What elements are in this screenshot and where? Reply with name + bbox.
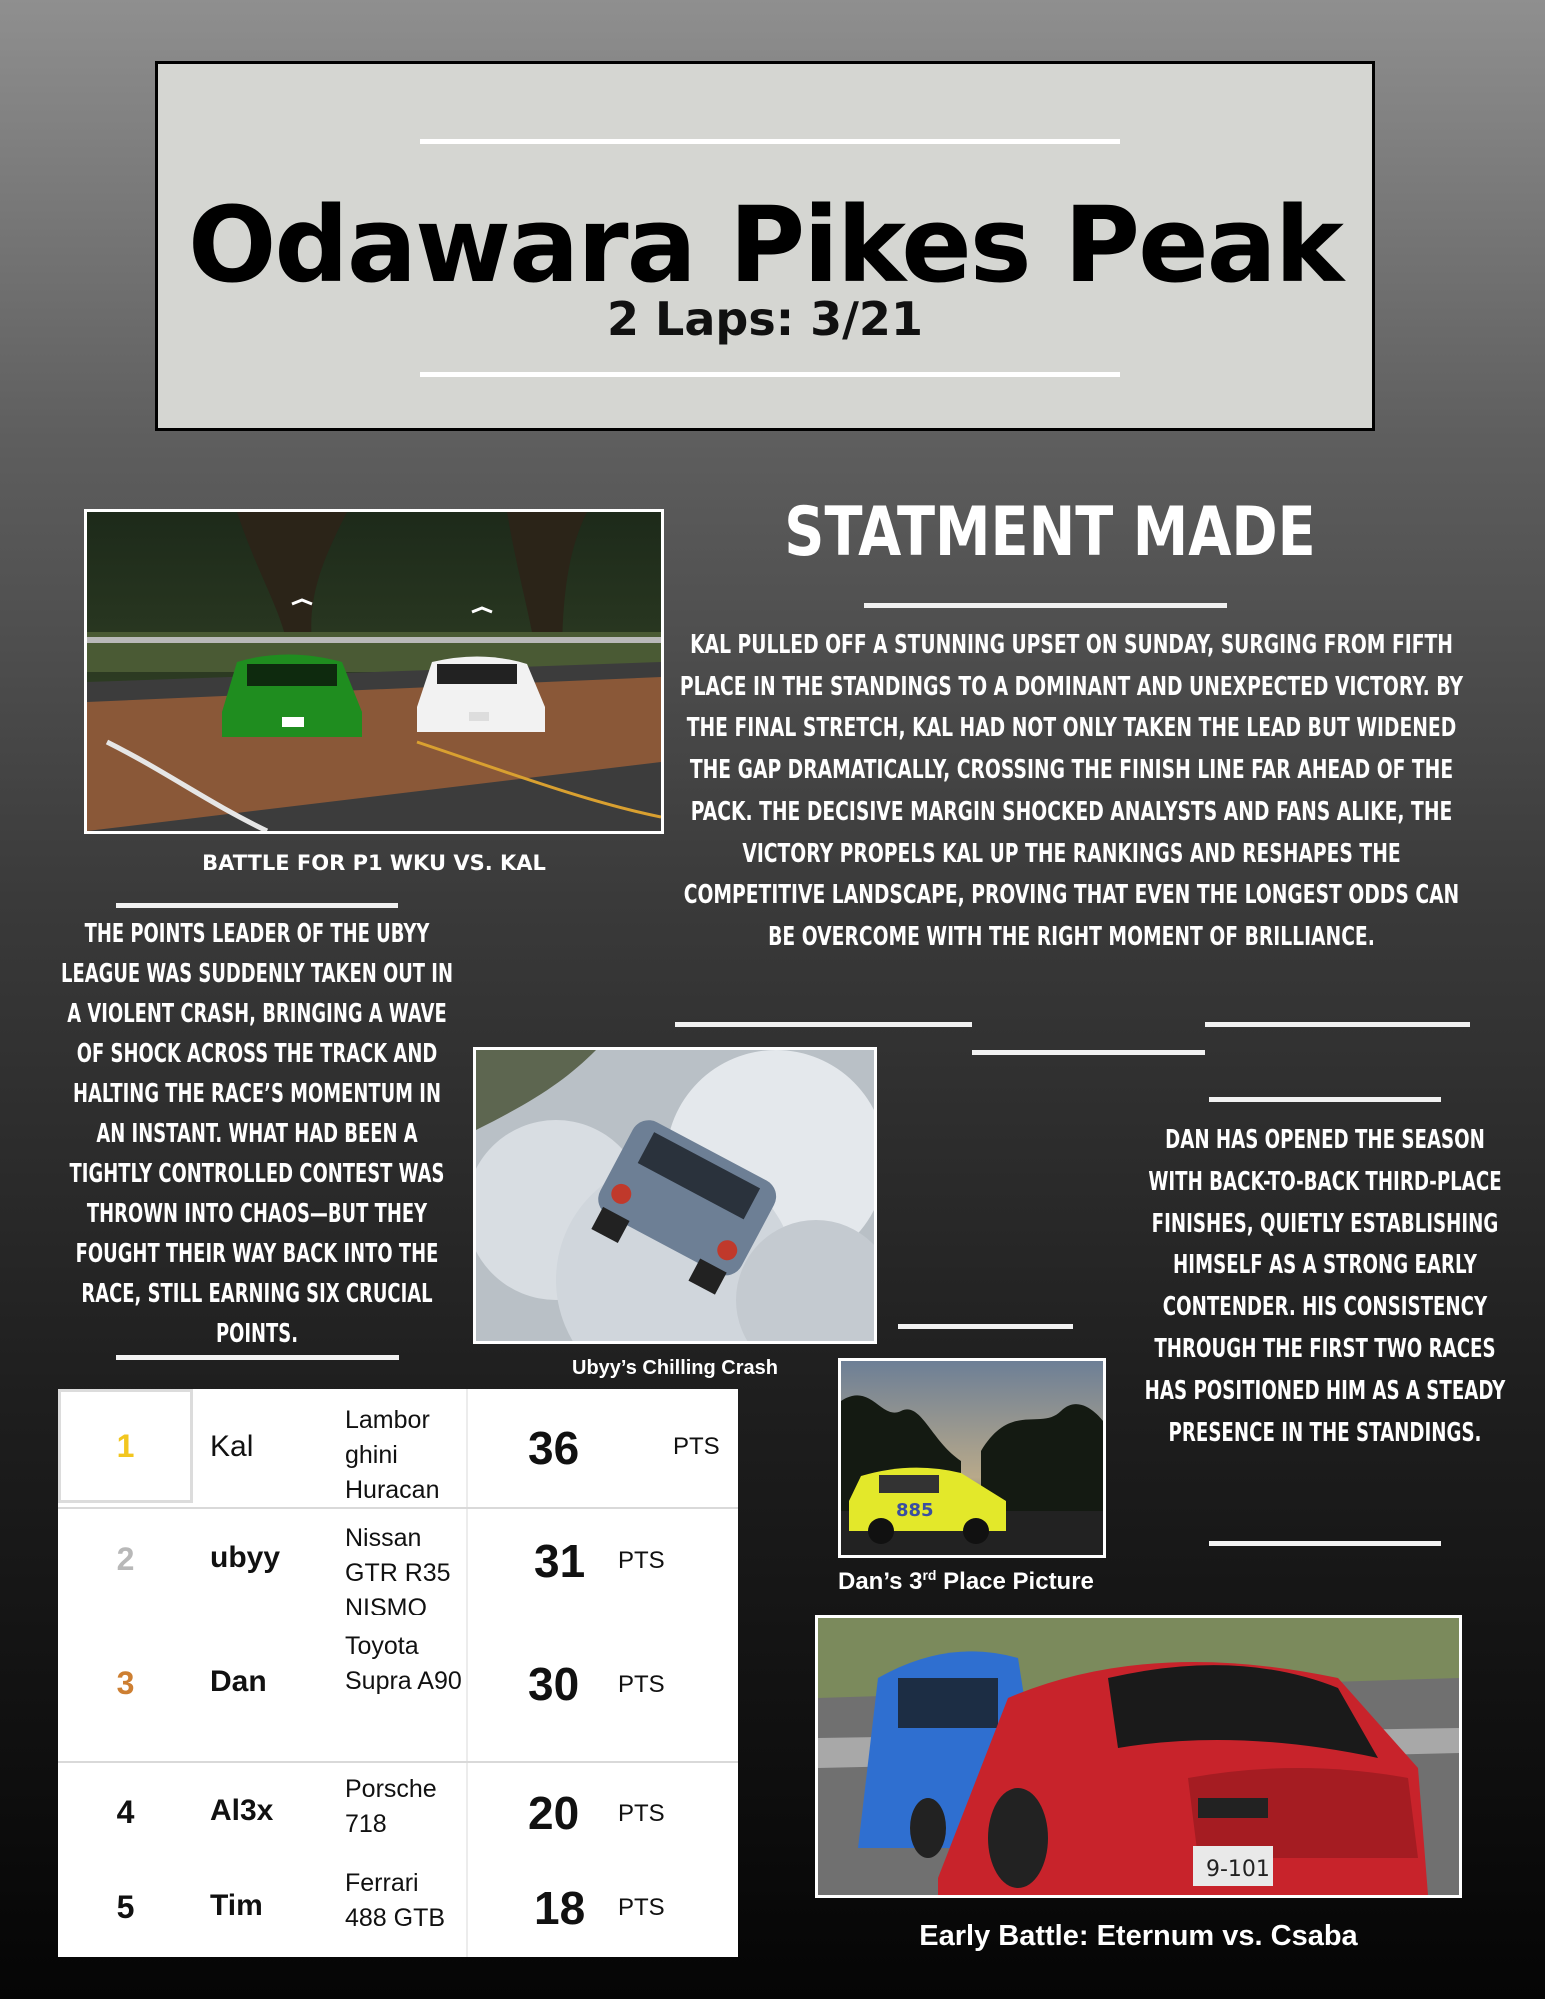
divider	[1209, 1541, 1441, 1546]
battle-photo	[84, 509, 664, 834]
battle-photo-image	[87, 512, 661, 831]
points-unit: PTS	[673, 1433, 720, 1460]
early-battle-photo	[815, 1615, 1462, 1898]
standing-position: 3	[116, 1665, 135, 1701]
divider	[116, 903, 398, 908]
dan-photo-caption: Dan’s 3rd Place Picture	[838, 1567, 1094, 1595]
points-unit: PTS	[618, 1547, 665, 1574]
driver-car: Nissan GTR R35 NISMO	[345, 1524, 451, 1615]
dan-story-body: DAN HAS OPENED THE SEASON WITH BACK-TO-BACK THIRD-PLACE FINISHES, QUIETLY ESTABLISHING HIMSELF AS A STRONG EARLY CONTENDER. HIS CONSISTENCY THROUGH THE FIRST TWO RACES HAS POSITIONED HIM AS A STEADY PRESENCE IN THE STANDINGS.	[1144, 1125, 1506, 1448]
driver-car: Ferrari 488 GTB	[345, 1869, 446, 1932]
crash-photo-caption: Ubyy’s Chilling Crash	[572, 1357, 778, 1379]
table-row	[58, 1619, 738, 1749]
divider	[898, 1324, 1073, 1329]
driver-points: 31	[534, 1535, 586, 1587]
standings-table	[58, 1389, 738, 1957]
driver-points: 30	[528, 1658, 580, 1710]
title-rule-top	[420, 139, 1120, 144]
dan-photo	[838, 1358, 1106, 1558]
standing-position: 2	[116, 1541, 135, 1577]
standing-position: 5	[116, 1889, 135, 1925]
driver-car: Porsche 718	[345, 1775, 437, 1838]
main-story-body: KAL PULLED OFF A STUNNING UPSET ON SUNDAY, SURGING FROM FIFTH PLACE IN THE STANDINGS TO A DOMINANT AND UNEXPECTED VICTORY. BY THE FINAL STRETCH, KAL HAD NOT ONLY TAKEN THE LEAD BUT WIDENED THE GAP DRAMATICALLY, CROSSING THE FINISH LINE FAR AHEAD OF THE PACK. THE DECISIVE MARGIN SHOCKED ANALYSTS AND FANS ALIKE, THE VICTORY PROPELS KAL UP THE RANKINGS AND RESHAPES THE COMPETITIVE LANDSCAPE, PROVING THAT EVEN THE LONGEST ODDS CAN BE OVERCOME WITH THE RIGHT MOMENT OF BRILLIANCE.	[679, 630, 1464, 952]
crash-photo-image	[476, 1050, 874, 1341]
divider	[675, 1022, 972, 1027]
driver-name: Al3x	[210, 1794, 274, 1827]
standing-position: 1	[116, 1428, 135, 1464]
driver-name: Dan	[210, 1665, 267, 1698]
crash-photo	[473, 1047, 877, 1344]
driver-points: 18	[534, 1882, 586, 1934]
driver-car: Toyota Supra A90	[345, 1632, 462, 1695]
driver-name: Tim	[210, 1889, 263, 1922]
points-unit: PTS	[618, 1671, 665, 1698]
title-banner	[155, 61, 1375, 431]
early-battle-caption: Early Battle: Eternum vs. Csaba	[919, 1920, 1358, 1952]
ubyy-story-body: THE POINTS LEADER OF THE UBYY LEAGUE WAS SUDDENLY TAKEN OUT IN A VIOLENT CRASH, BRINGING A WAVE OF SHOCK ACROSS THE TRACK AND HALTING THE RACE’S MOMENTUM IN AN INSTANT. WHAT HAD BEEN A TIGHTLY CONTROLLED CONTEST WAS THROWN INTO CHAOS—BUT THEY FOUGHT THEIR WAY BACK INTO THE RACE, STILL EARNING SIX CRUCIAL POINTS.	[61, 919, 453, 1349]
driver-points: 36	[528, 1422, 580, 1474]
divider	[116, 1355, 399, 1360]
battle-photo-caption: BATTLE FOR P1 WKU VS. KAL	[202, 851, 546, 875]
early-battle-photo-image	[818, 1618, 1459, 1895]
driver-name: Kal	[210, 1430, 254, 1463]
main-headline: STATMENT MADE	[784, 493, 1316, 572]
driver-car: Lambor ghini Huracan	[345, 1406, 440, 1504]
page-subtitle: 2 Laps: 3/21	[607, 292, 923, 346]
headline-rule	[864, 603, 1227, 608]
table-row	[58, 1509, 738, 1619]
table-row	[58, 1859, 738, 1957]
dan-car-number: 885	[896, 1500, 934, 1521]
license-plate-text: 9-101	[1206, 1857, 1270, 1882]
table-row	[58, 1764, 738, 1859]
row-separator	[58, 1761, 738, 1763]
driver-name: ubyy	[210, 1541, 281, 1574]
table-row	[58, 1389, 738, 1509]
divider	[1205, 1022, 1470, 1027]
driver-points: 20	[528, 1787, 580, 1839]
title-rule-bottom	[420, 372, 1120, 377]
points-unit: PTS	[618, 1894, 665, 1921]
standing-position: 4	[116, 1794, 135, 1830]
points-unit: PTS	[618, 1800, 665, 1827]
divider	[1209, 1097, 1441, 1102]
page-title: Odawara Pikes Peak	[188, 184, 1342, 306]
divider	[972, 1050, 1205, 1055]
dan-photo-image	[841, 1361, 1103, 1555]
